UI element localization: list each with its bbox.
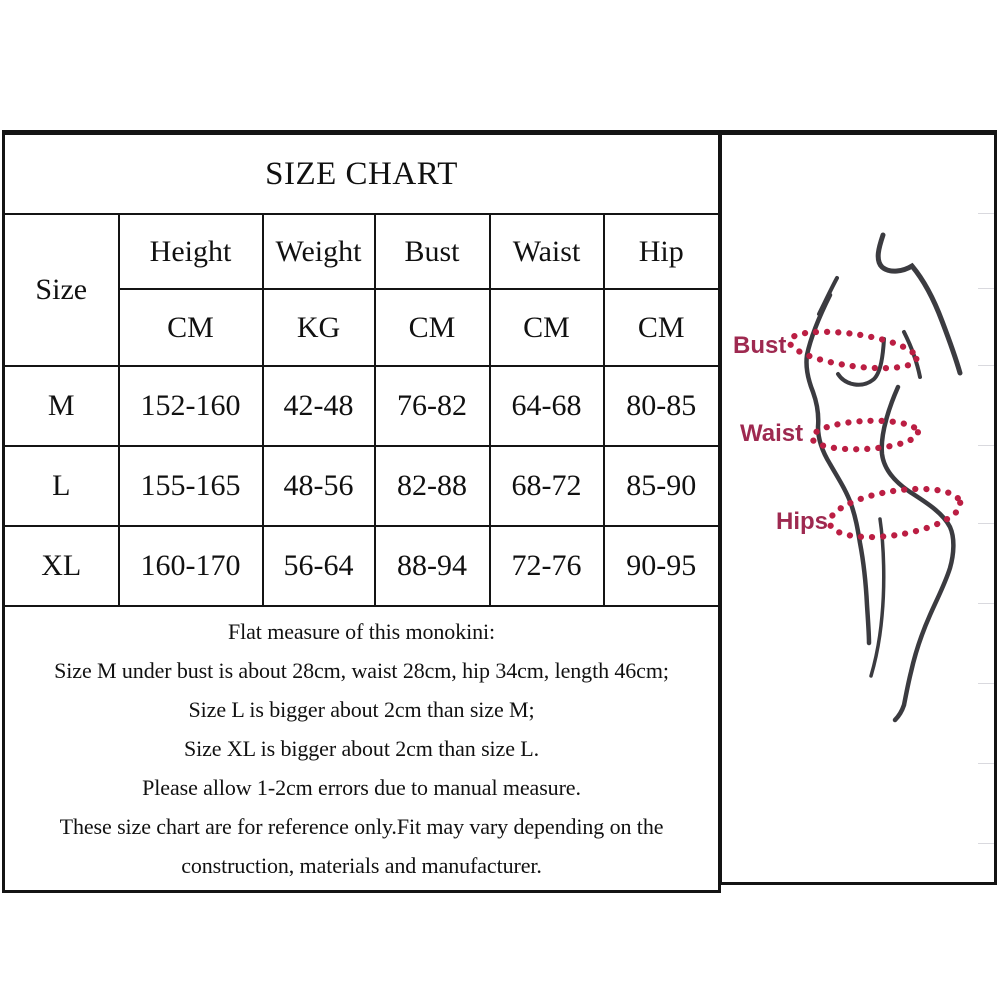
cell-waist-l: 68-72 [490,446,604,526]
table-row-xl [4,526,720,606]
hips-label: Hips [776,508,829,535]
ghost-gridline [978,365,994,366]
cell-size-xl: XL [4,526,119,606]
size-table [2,130,721,893]
ghost-gridline [978,523,994,524]
cell-height-xl: 160-170 [119,526,263,606]
cell-waist-m: 64-68 [490,366,604,446]
cell-hip-l: 85-90 [604,446,720,526]
table-row-m [4,366,720,446]
notes-block [4,606,720,892]
cell-size-m: M [4,366,119,446]
figure-labels [733,332,828,535]
column-header-height: Height [119,214,263,289]
note-line: Size M under bust is about 28cm, waist 28cm, hip 34cm, length 46cm; [54,658,669,683]
ghost-gridline [978,288,994,289]
note-line: These size chart are for reference only.Fit may vary depending on the [59,814,664,839]
column-header-hip: Hip [604,214,720,289]
ghost-gridline [978,213,994,214]
cell-waist-xl: 72-76 [490,526,604,606]
note-line: Flat measure of this monokini: [227,619,496,644]
unit-height: CM [119,289,263,366]
unit-bust: CM [375,289,490,366]
measurement-figure-panel [720,130,997,885]
table-row-notes [4,606,720,892]
cell-hip-m: 80-85 [604,366,720,446]
cell-bust-xl: 88-94 [375,526,490,606]
cell-size-l: L [4,446,119,526]
column-header-waist: Waist [490,214,604,289]
note-line: Size L is bigger about 2cm than size M; [188,697,535,722]
column-header-size: Size [4,214,119,366]
cell-weight-xl: 56-64 [263,526,375,606]
cell-weight-l: 48-56 [263,446,375,526]
unit-hip: CM [604,289,720,366]
note-line: Please allow 1-2cm errors due to manual measure. [142,775,581,800]
unit-weight: KG [263,289,375,366]
cell-bust-l: 82-88 [375,446,490,526]
table-row-header [4,214,720,289]
table-row-l [4,446,720,526]
ghost-gridline [978,683,994,684]
waist-ellipse [811,418,918,452]
body-outline [806,235,960,720]
ghost-gridline [978,445,994,446]
cell-bust-m: 76-82 [375,366,490,446]
ghost-gridline [978,843,994,844]
column-header-bust: Bust [375,214,490,289]
unit-waist: CM [490,289,604,366]
note-line: construction, materials and manufacturer. [181,853,542,878]
cell-weight-m: 42-48 [263,366,375,446]
ghost-gridline [978,763,994,764]
waist-label: Waist [740,420,804,447]
size-chart-title: SIZE CHART [4,133,720,215]
body-sketch [722,135,994,882]
cell-hip-xl: 90-95 [604,526,720,606]
column-header-weight: Weight [263,214,375,289]
note-line: Size XL is bigger about 2cm than size L. [183,736,540,761]
cell-height-l: 155-165 [119,446,263,526]
cell-height-m: 152-160 [119,366,263,446]
table-row-title [4,133,720,215]
ghost-gridline [978,603,994,604]
bust-label: Bust [733,332,787,359]
